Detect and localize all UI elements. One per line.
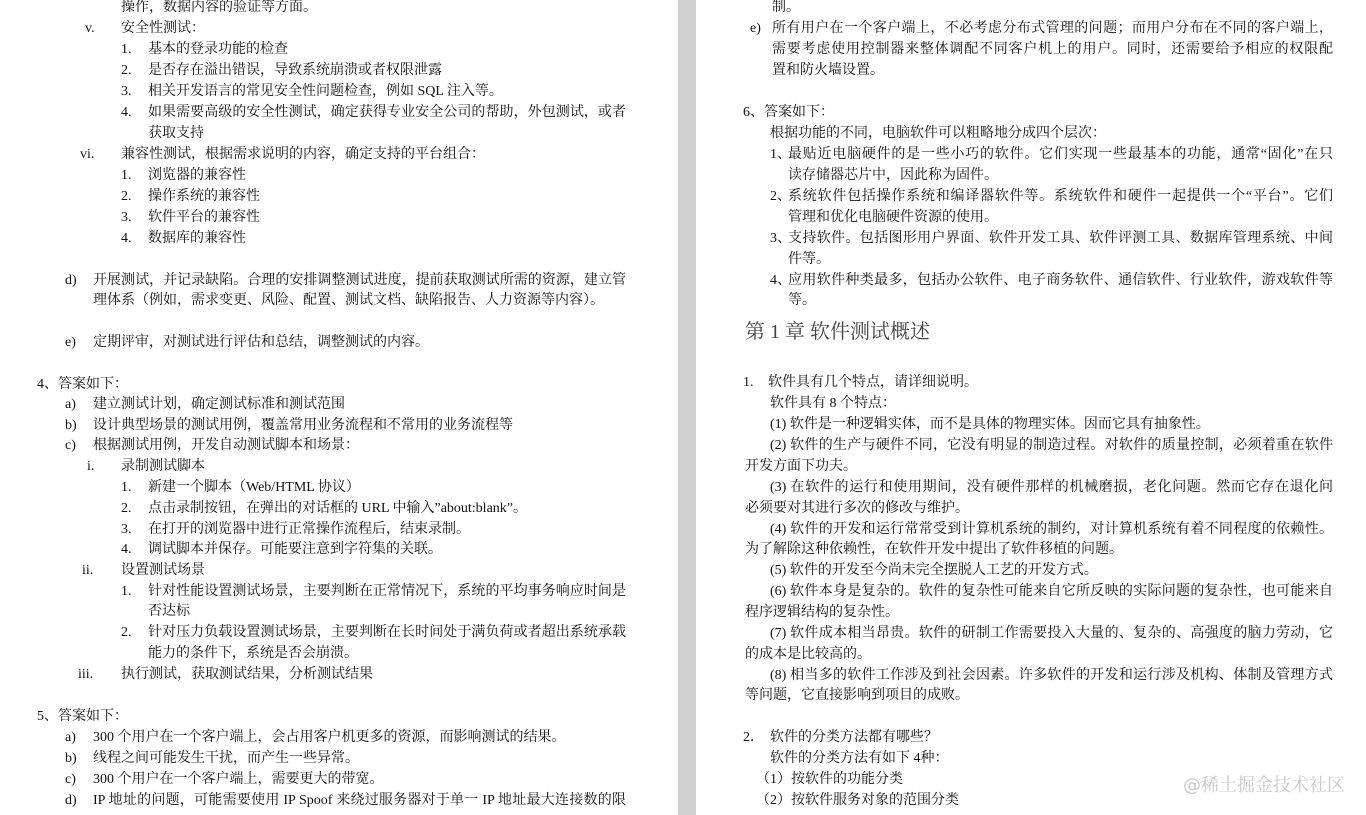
list-label: i. [87, 459, 95, 474]
paragraph-cont: 程序逻辑结构的复杂性。 [745, 605, 899, 620]
paragraph-cont: 为了解除这种依赖性，在软件开发中提出了软件移植的问题。 [745, 542, 1123, 557]
list-label: a) [65, 730, 76, 745]
list-item: 基本的登录功能的检查 [148, 42, 288, 57]
list-label: 4. [121, 231, 132, 246]
paragraph: (6) 软件本身是复杂的。软件的复杂性可能来自它所反映的实际问题的复杂性，也可能来自 [770, 584, 1333, 599]
list-label: 4. [121, 542, 132, 557]
list-label: 1. [121, 42, 132, 57]
list-item: 软件平台的兼容性 [148, 210, 260, 225]
list-item: 在打开的浏览器中进行正常操作流程后，结束录制。 [148, 522, 470, 537]
paragraph-cont: 开发方面下功夫。 [745, 459, 857, 474]
list-item: 300 个用户在一个客户端上，会占用客户机更多的资源，而影响测试的结果。 [93, 730, 566, 745]
list-item: 开展测试，并记录缺陷。合理的安排调整测试进度，提前获取测试所需的资源，建立管 [93, 273, 626, 288]
text-line: 软件具有 8 个特点： [770, 396, 896, 411]
list-item: 应用软件种类最多，包括办公软件、电子商务软件、通信软件、行业软件，游戏软件等 [788, 273, 1333, 288]
list-item: 录制测试脚本 [121, 459, 205, 474]
list-label: iii. [78, 667, 94, 682]
list-item: 300 个用户在一个客户端上，需要更大的带宽。 [93, 772, 384, 787]
list-item: 执行测试，获取测试结果，分析测试结果 [121, 667, 373, 682]
list-label: c) [65, 772, 76, 787]
list-item-cont: 理体系（例如，需求变更、风险、配置、测试文档、缺陷报告、人力资源等内容）。 [93, 293, 604, 308]
list-label: 1. [121, 168, 132, 183]
watermark: @稀土掘金技术社区 [1183, 775, 1345, 796]
list-item-cont: 获取支持 [148, 126, 204, 141]
list-item: 最贴近电脑硬件的是一些小巧的软件。它们实现一些最基本的功能，通常“固化”在只 [788, 147, 1333, 162]
list-label: 2. [121, 625, 132, 640]
list-item-cont: 需要考虑使用控制器来整体调配不同客户机上的用户。同时，还需要给予相应的权限配 [772, 42, 1333, 57]
paragraph: (1) 软件是一种逻辑实体，而不是具体的物理实体。因而它具有抽象性。 [770, 417, 1210, 432]
list-label: c) [65, 438, 76, 453]
right-page [696, 0, 1366, 815]
list-item: 如果需要高级的安全性测试，确定获得专业安全公司的帮助，外包测试，或者 [148, 105, 626, 120]
question-text: 软件的分类方法都有哪些？ [770, 730, 938, 745]
paragraph: (2) 软件的生产与硬件不同，它没有明显的制造过程。对软件的质量控制，必须着重在软件 [770, 438, 1333, 453]
list-label: b) [65, 418, 77, 433]
paragraph-cont: 的成本是比较高的。 [745, 647, 871, 662]
list-label: 4. [121, 105, 132, 120]
list-item: 操作系统的兼容性 [148, 189, 260, 204]
list-label: 3. [121, 84, 132, 99]
list-item: 线程之间可能发生干扰，而产生一些异常。 [93, 751, 359, 766]
paragraph: (3) 在软件的运行和使用期间，没有硬件那样的机械磨损，老化问题。然而它存在退化问 [770, 480, 1333, 495]
list-item: 定期评审，对测试进行评估和总结，调整测试的内容。 [93, 335, 429, 350]
list-label: e) [65, 335, 76, 350]
list-item: IP 地址的问题，可能需要使用 IP Spoof 来绕过服务器对于单一 IP 地址最大连接数的限 [93, 793, 626, 808]
list-label: vi. [80, 147, 95, 162]
paragraph: (5) 软件的开发至今尚未完全摆脱人工艺的开发方式。 [770, 563, 1098, 578]
list-item: 设置测试场景 [121, 563, 205, 578]
list-label: 2、 [770, 189, 791, 204]
list-item: 点击录制按钮，在弹出的对话框的 URL 中输入”about:blank”。 [148, 501, 528, 516]
paragraph: (8) 相当多的软件工作涉及到社会因素。许多软件的开发和运行涉及机构、体制及管理方式 [770, 668, 1333, 683]
list-item: 是否存在溢出错误，导致系统崩溃或者权限泄露 [148, 63, 442, 78]
answer-heading: 4、答案如下： [37, 377, 128, 392]
text-line: 操作，数据内容的验证等方面。 [121, 0, 317, 15]
chapter-heading: 第 1 章 软件测试概述 [745, 321, 930, 343]
list-item-cont: 管理和优化电脑硬件资源的使用。 [788, 210, 998, 225]
list-item-cont: 否达标 [148, 604, 190, 619]
question-label: 2． [743, 730, 764, 745]
list-label: 4、 [770, 273, 791, 288]
answer-heading: 5、答案如下： [37, 709, 128, 724]
list-item-cont: 置和防火墙设置。 [772, 63, 884, 78]
list-label: ii. [82, 563, 94, 578]
list-item-cont: 能力的条件下，系统是否会崩溃。 [148, 646, 358, 661]
list-label: 2. [121, 63, 132, 78]
answer-heading: 6、答案如下： [743, 105, 834, 120]
page-separator [678, 0, 696, 815]
list-item: 建立测试计划，确定测试标准和测试范围 [93, 397, 345, 412]
list-label: 1、 [770, 147, 791, 162]
list-item: 针对压力负载设置测试场景，主要判断在长时间处于满负荷或者超出系统承载 [148, 625, 626, 640]
list-item: 系统软件包括操作系统和编译器软件等。系统软件和硬件一起提供一个“平台”。它们 [788, 189, 1333, 204]
list-item: 数据库的兼容性 [148, 231, 246, 246]
list-label: d) [65, 793, 77, 808]
list-item: 新建一个脚本（Web/HTML 协议） [148, 480, 360, 495]
paragraph: (4) 软件的开发和运行常常受到计算机系统的制约，对计算机系统有着不同程度的依赖性。 [770, 522, 1333, 537]
list-item: 调试脚本并保存。可能要注意到字符集的关联。 [148, 542, 442, 557]
list-item: 支持软件。包括图形用户界面、软件开发工具、软件评测工具、数据库管理系统、中间 [788, 231, 1333, 246]
list-item: 浏览器的兼容性 [148, 168, 246, 183]
question-label: 1. [743, 375, 754, 390]
list-label: e) [750, 21, 761, 36]
list-item: 所有用户在一个客户端上，不必考虑分布式管理的问题；而用户分布在不同的客户端上， [772, 21, 1333, 36]
text-line: 根据功能的不同，电脑软件可以粗略地分成四个层次： [770, 126, 1106, 141]
list-label: 3. [121, 210, 132, 225]
paragraph: (7) 软件成本相当昂贵。软件的研制工作需要投入大量的、复杂的、高强度的脑力劳动，它 [770, 626, 1333, 641]
list-label: b) [65, 751, 77, 766]
list-item: 安全性测试： [121, 21, 205, 36]
list-item: 相关开发语言的常见安全性问题检查，例如 SQL 注入等。 [148, 84, 503, 99]
text-line: 制。 [772, 0, 800, 15]
list-label: a) [65, 397, 76, 412]
list-item: 根据测试用例，开发自动测试脚本和场景： [93, 438, 359, 453]
paragraph-cont: 必须要对其进行多次的修改与维护。 [745, 501, 969, 516]
paragraph-cont: 等问题，它直接影响到项目的成败。 [745, 688, 969, 703]
list-label: 1. [121, 480, 132, 495]
list-label: d) [65, 273, 77, 288]
list-item: 设计典型场景的测试用例，覆盖常用业务流程和不常用的业务流程等 [93, 418, 513, 433]
list-item-cont: 等。 [788, 293, 816, 308]
list-label: 1. [121, 584, 132, 599]
list-label: 2. [121, 189, 132, 204]
list-label: 2. [121, 501, 132, 516]
text-line: 软件的分类方法有如下 4种： [770, 751, 949, 766]
question-text: 软件具有几个特点，请详细说明。 [768, 375, 978, 390]
list-item-cont: 读存储器芯片中，因此称为固件。 [788, 168, 998, 183]
list-item-cont: 件等。 [788, 252, 830, 267]
list-label: v. [85, 21, 95, 36]
list-label: 3、 [770, 231, 791, 246]
list-item: （1）按软件的功能分类 [756, 772, 903, 787]
left-page [0, 0, 678, 815]
list-item: 兼容性测试，根据需求说明的内容，确定支持的平台组合： [121, 147, 485, 162]
list-item: （2）按软件服务对象的范围分类 [756, 793, 959, 808]
list-label: 3. [121, 522, 132, 537]
list-item: 针对性能设置测试场景，主要判断在正常情况下，系统的平均事务响应时间是 [148, 584, 626, 599]
